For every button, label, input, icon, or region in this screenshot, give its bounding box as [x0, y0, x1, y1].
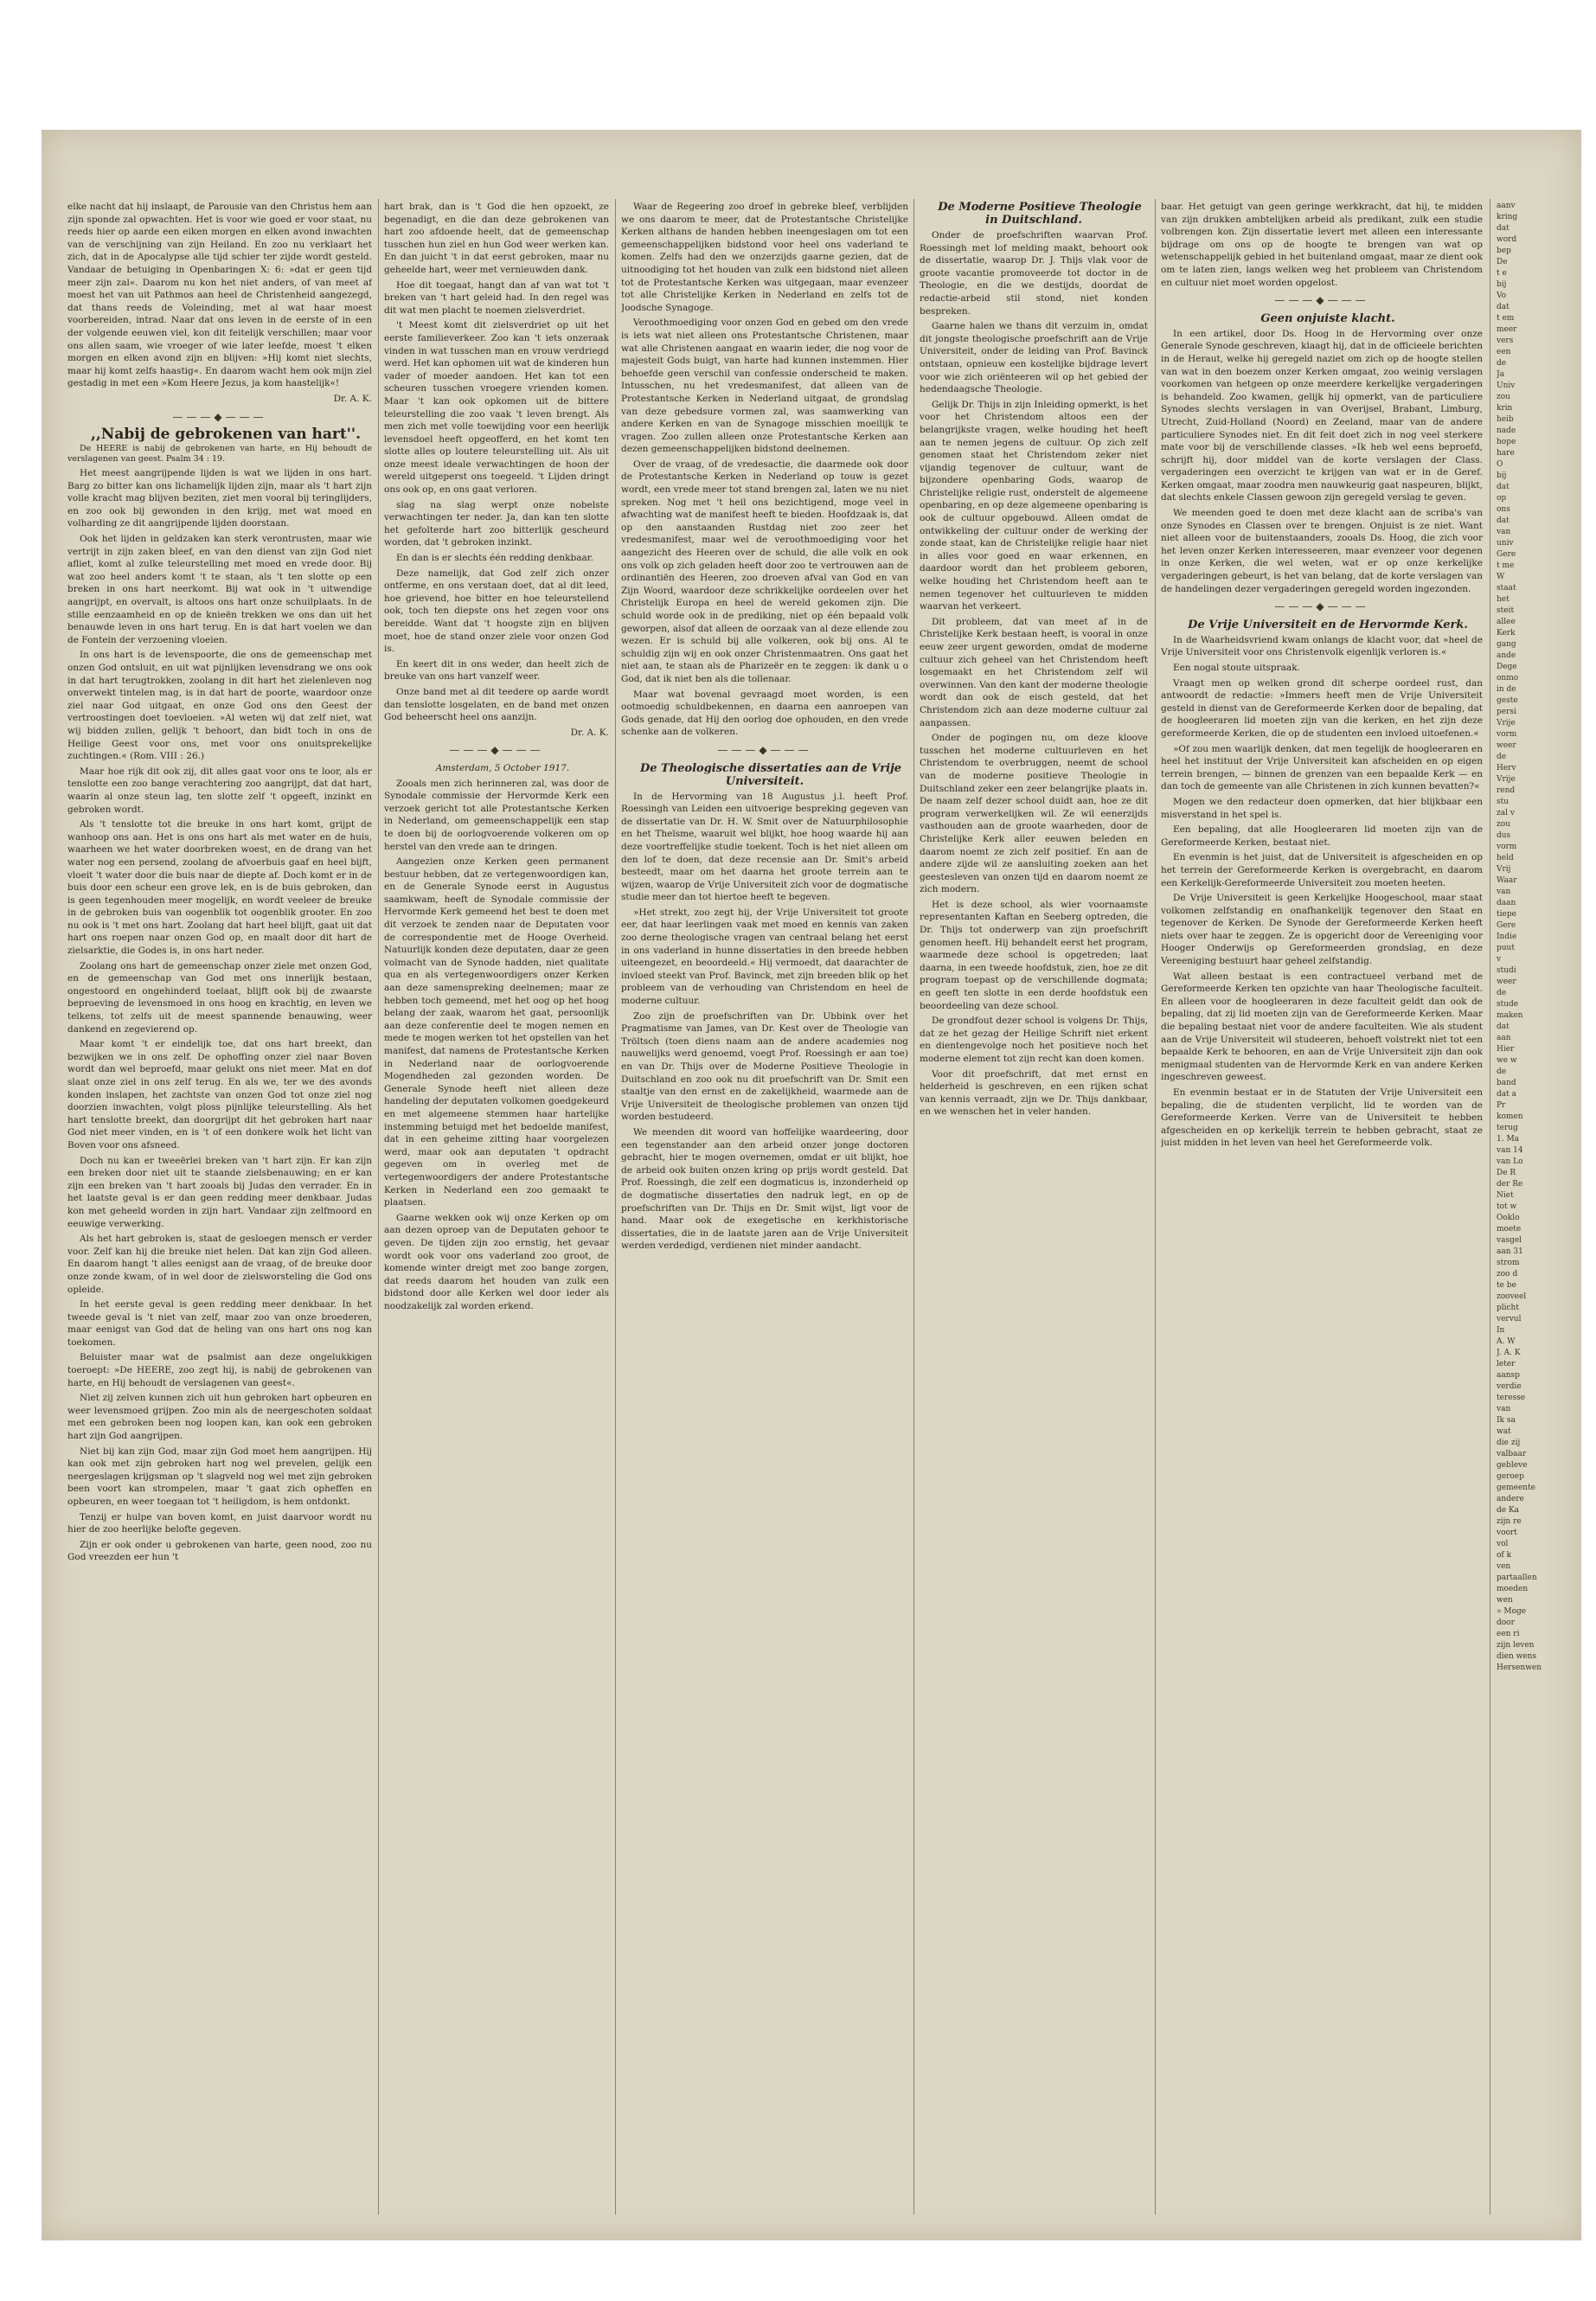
cut-off-line: 1. Ma [1497, 1135, 1520, 1144]
column-4 [920, 201, 1148, 2216]
cut-off-line: Hersenwen [1497, 1663, 1542, 1672]
column-1 [67, 201, 372, 2216]
cut-off-line: vers [1497, 336, 1514, 345]
paragraph: Zoolang ons hart de gemeenschap onzer ziele met onzen God, en de gemeenschap van God met ons innerlijk bestaan, ongestoord en ongehinderd toelaat, blijft ook bij de zwaarste beproeving de levensmoed in ons hoog en krachtig, en leven we telkens, tot zelfs uit de meest spannende benauwing, weer dankend en zegevierend op. [67, 960, 372, 1035]
paragraph: Maar wat bovenal gevraagd moet worden, is een ootmoedig schuldbekennen, en daarna een aanroepen van Gods genade, dat Hij den oorlog doe ophouden, en den vrede schenke aan de volkeren. [621, 689, 908, 738]
paragraph: En dan is er slechts één redding denkbaar. [396, 553, 593, 564]
cut-off-line: verdie [1497, 1382, 1522, 1391]
cut-off-line: Univ [1497, 381, 1516, 390]
cut-off-line: zal v [1497, 809, 1515, 817]
cut-off-line: vorm [1497, 730, 1517, 739]
paragraph: Wat alleen bestaat is een contractueel verband met de Gereformeerde Kerken ten opzichte van haar Theologische faculteit. En alleen voor de hoogleeraren in deze faculteit geldt dan ook de bepaling, dat zij lid moeten zijn van de Gereformeerde Kerken. Maar die bepaling bestaat niet voor de andere faculteiten. Wie als student aan de Vrije Universiteit wil studeeren, behoeft volstrekt niet tot een bepaalde Kerk te behooren, en aan de Vrije Universiteit zijn dan ook menigmaal studenten van de Hervormde Kerk en van andere Kerken ingeschreven geweest. [1161, 971, 1483, 1083]
cut-off-line: leter [1497, 1360, 1516, 1368]
cut-off-line: zoo d [1497, 1270, 1518, 1279]
cut-off-line: dat [1497, 516, 1509, 525]
cut-off-line: O [1497, 460, 1503, 469]
article-heading: De Theologische dissertaties aan de Vrije Universiteit. [639, 761, 902, 788]
paragraph: Waar de Regeering zoo droef in gebreke bleef, verblijden we ons daarom te meer, dat de Protestantsche Christelijke Kerken althans de handen hebben ineengeslagen om tot een gemeenschappelijken bidstond voor heel ons vaderland te komen. Zelfs had den we onzerzijds gaarne gezien, dat de uitnoodiging tot het houden van zulk een bidstond niet alleen tot de Protestantsche Kerken was uitgegaan, maar evenzeer tot alle Christelijke Kerken in Nederland en zelfs tot de Joodsche Synagoge. [621, 202, 908, 313]
cut-off-line: stude [1497, 1000, 1519, 1009]
column-rule [378, 199, 379, 2214]
cut-off-line: De [1497, 258, 1508, 266]
paragraph: Een bepaling, dat alle Hoogleeraren lid moeten zijn van de Gereformeerde Kerken, bestaat niet. [1161, 824, 1483, 848]
paragraph: »Het strekt, zoo zegt hij, der Vrije Universiteit tot groote eer, dat haar leerlingen vaak met moed en kennis van zaken zoo derne theologische vragen van centraal belang het eerst in ons vaderland in hunne dissertaties in den breede hebben uiteengezet, en beoordeeld.« Hij vermoedt, dat daarachter de invloed steekt van Prof. Bavinck, met zijn breeden blik op het probleem van de verhouding van Christendom en heel de moderne cultuur. [621, 907, 908, 1007]
cut-off-line: vol [1497, 1540, 1509, 1548]
cut-off-line: t me [1497, 561, 1515, 570]
cut-off-line: aan [1497, 1034, 1511, 1042]
paragraph: In ons hart is de levenspoorte, die ons de gemeenschap met onzen God ontsluit, en uit wat pijnlijken levensdrang we ons ook in dat hart terugtrokken, zoolang in dit hart het zielenleven nog onverwekt tintelen mag, is in dat hart de poorte, waardoor onze ziel naar God uitgaat, en onze God ons den Geest der vertroostingen doet toevloeien. »Al weten wij dat zelf niet, wat wij bidden zullen, gelijk 't behoort, dan bidt toch in ons de Heilige Geest voor ons, met voor ons onuitsprekelijke zuchtingen.« (Rom. VIII : 26.) [67, 650, 372, 762]
paragraph: Als het hart gebroken is, staat de gesloegen mensch er verder voor. Zelf kan hij die breuke niet helen. Dat kan zijn God alleen. En daarom hangt 't alles eenigst aan de vraag, of de breuke door onze zonde kwam, of in wel door de zielsworsteling die God ons opleide. [67, 1234, 372, 1295]
article-heading: Geen onjuiste klacht. [1260, 311, 1395, 325]
cut-off-line: studi [1497, 966, 1516, 975]
cut-off-line: Vrij [1497, 865, 1511, 874]
paragraph: Beluister maar wat de psalmist aan deze ongelukkigen toeroept: »De HEERE, zoo zegt hij, is nabij de gebrokenen van harte, en Hij behoudt de verslagenen van geest«. [67, 1352, 372, 1388]
cut-off-line: op [1497, 494, 1507, 503]
cut-off-line: dat a [1497, 1090, 1516, 1099]
ornament-divider: ———◆——— [449, 744, 544, 757]
cut-off-line: heib [1497, 415, 1514, 424]
motto: De HEERE is nabij de gebrokenen van harte, en Hij behoudt de verslagenen van geest. Psalm 34 : 19. [67, 444, 372, 465]
paragraph: Ook het lijden in geldzaken kan sterk verontrusten, maar wie vertrijt in zijn zaken bleef, en van den dienst van zijn God niet afliet, komt al zulke teleurstelling met moed en vrede door. Bij wat zoo heel anders komt 't te staan, als 't ten slotte op een breken in ons hart neerkomt. Bij wat ook in 't uitwendige aangrijpt, en overvalt, is altoos ons hart onze schuilplaats. In de stille eenzaamheid en op de knieën trekken we ons dan uit het benauwde leven in ons hart terug. En is dat hart voelen we dan de Fontein der verzoening vloeien. [67, 534, 372, 645]
cut-off-line: Pr [1497, 1101, 1506, 1110]
cut-off-line: weer [1497, 741, 1516, 750]
cut-off-line: zooveel [1497, 1292, 1527, 1301]
cut-off-line: meer [1497, 325, 1517, 334]
cut-off-line: zou [1497, 820, 1510, 829]
cut-off-line: van [1497, 528, 1511, 536]
paragraph: Aangezien onze Kerken geen permanent bestuur hebben, dat ze vertegenwoordigen kan, en de Generale Synode eerst in Augustus saamkwam, heeft de Synodale commissie der Hervormde Kerk gemeend het best te doen met dit verzoek te zenden naar de Deputaten voor de correspondentie met de Hooge Overheid. Natuurlijk konden deze deputaten, daar ze geen volmacht van de Synode hadden, niet qualitate qua en als vertegenwoordigers onzer Kerken aan deze samenspreking deelnemen; maar ze hebben toch gemeend, met het oog op het hoog belang der zaak, waarom het gaat, persoonlijk aan deze conferentie deel te mogen nemen en mede te mogen werken tot het opstellen van het manifest, dat namens de Protestantsche Kerken in Nederland naar de oorlogvoerende Mogendheden zal gezonden worden. De Generale Synode heeft niet alleen deze handeling der deputaten volkomen goedgekeurd en met algemeene stemmen haar hartelijke instemming betuigd met het bedoelde manifest, dat in een geheime zitting haar voorgelezen werd, maar ook aan deputaten 't opdracht gegeven om in overleg met de vertegenwoordigers der andere Protestantsche Kerken in Nederland een zoo gemaakt te plaatsen. [384, 856, 609, 1208]
cut-off-line: vervul [1497, 1315, 1522, 1324]
cut-off-line: dat [1497, 483, 1509, 491]
cut-off-line: vorm [1497, 843, 1517, 851]
cut-off-line: moete [1497, 1225, 1522, 1234]
paragraph: Deze namelijk, dat God zelf zich onzer ontferme, en ons verstaan doet, dat al dit leed, hoe grievend, hoe bitter en hoe teleurstellend ook, toch ten diepste ons het zegen voor ons bereidde. Want dat 't hoogste zijn en blijven moet, hoe de stand onzer ziele voor onzen God is. [384, 567, 609, 655]
cut-off-line: hare [1497, 449, 1515, 458]
paragraph: 't Meest komt dit zielsverdriet op uit het eerste familieverkeer. Zoo kan 't iets onzeraak vinden in wat tusschen man en vrouw verdriegd werd. Het kan ophomen uit wat de kinderen hun vader of moeder aandoen. Het kan tot een scheuren tusschen vroegere vrienden komen. Maar 't kan ook opkomen uit de bittere teleurstelling die zoo vaak 't leven brengt. Als men zich met volle toewijding voor een heerlijk levensdoel heeft opgeofferd, en het komt ten slotte alles op loutere teleurstelling uit. Als uit onze meest ideale verwachtingen de hoon der wereld uitgeperst ons toegeeld. 't Lijden dringt ons ook op, en ons gaat verloren. [384, 320, 609, 496]
cut-off-line: voort [1497, 1529, 1517, 1537]
cut-off-line: Ooklo [1497, 1214, 1520, 1222]
cut-off-line: gang [1497, 640, 1516, 649]
article-title: ,,Nabij de gebrokenen van hart''. [90, 426, 362, 444]
paragraph: slag na slag werpt onze nobelste verwachtingen ter neder. Ja, dan kan ten slotte het gefolterde hart zoo bitterlijk gescheurd worden, dat 't gebroken inzinkt. [384, 499, 609, 548]
ornament-divider: ———◆——— [1274, 600, 1369, 613]
paragraph: Dit probleem, dat van meet af in de Christelijke Kerk bestaan heeft, is vooral in onze eeuw zeer urgent geworden, omdat de moderne cultuur zich geheel van het Christendom heeft losgemaakt en het Christendom zelf wil overwinnen. Van den kant der moderne theologie wordt dan ook de eisch gesteld, dat het Christendom zich aan deze moderne cultuur zal aanpassen. [920, 616, 1148, 728]
cut-off-line: dien wens [1497, 1652, 1537, 1661]
column-5 [1161, 201, 1483, 2216]
cut-off-line: t em [1497, 314, 1515, 323]
paragraph: »Of zou men waarlijk denken, dat men tegelijk de hoogleeraren en heel het instituut der Vrije Universiteit kan afscheiden en op eigen terrein brengen, — binnen de grenzen van een bepaalde Kerk — en dan toch de gemeente van alle Christenen in zich kunnen bevatten?« [1161, 743, 1483, 792]
cut-off-line: band [1497, 1079, 1516, 1087]
cut-off-line: vasgel [1497, 1236, 1522, 1245]
cut-off-line: terug [1497, 1124, 1518, 1132]
paragraph: In een artikel, door Ds. Hoog in de Hervorming over onze Generale Synode geschreven, klaagt hij, dat in de officieele berichten in de Heraut, welke hij geregeld naziet om zich op de hoogte stellen van wat in den boezem onzer Kerken omgaat, zoo weinig verslagen voorkomen van hetgeen op onze meerdere kerkelijke vergaderingen is behandeld. Zoo kwamen, gelijk hij opmerkt, van de particuliere Synodes slechts verslagen in van Overijsel, Brabant, Limburg, Utrecht, Zuid-Holland (Noord) en Zeeland, maar van de andere particuliere Synodes niet. En dit feit doet zich in nog veel sterkere mate voor bij de verschillende classes. »Ik heb wel eens beproefd, schrijft hij, door middel van de korte verslagen der Class. vergaderingen een overzicht te krijgen van wat er in de Geref. Kerken omgaat, maar zoodra men nauwkeurig gaat naspeuren, blijkt, dat slechts enkele Classen gewoon zijn geregeld verslag te geven. [1161, 328, 1483, 503]
cut-off-line: of k [1497, 1551, 1512, 1560]
cut-off-line: Herv [1497, 764, 1516, 772]
cut-off-line: het [1497, 595, 1509, 604]
column-rule [1155, 199, 1156, 2214]
paragraph: De Vrije Universiteit is geen Kerkelijke Hoogeschool, maar staat volkomen zelfstandig en onafhankelijk tegenover den Staat en tegenover de Kerken. De Synode der Gereformeerde Kerken heeft niets over haar te zeggen. Ze is opgericht door de Vereeniging voor Hooger Onderwijs op Gereformeerden grondslag, en deze Vereeniging bestuurt haar geheel zelfstandig. [1161, 893, 1483, 967]
paragraph: En evenmin is het juist, dat de Universiteit is afgescheiden en op het terrein der Gereformeerde Kerken is overgebracht, en daarom een Kerkelijk-Gereformeerde Universiteit zou moeten heeten. [1161, 852, 1483, 888]
paragraph: Zoo zijn de proefschriften van Dr. Ubbink over het Pragmatisme van James, van Dr. Kest over de Theologie van Tröltsch (toen diens naam aan de andere academies nog nauwelijks werd genoemd, voegt Prof. Roessingh er aan toe) en van Dr. Thijs over de Moderne Positieve Theologie in Duitschland en zoo ook nu dit proefschrift van Dr. Smit een staaltje van den ernst en de zakelijkheid, waarmede aan de Vrije Universiteit de theologische problemen van onzen tijd worden bestudeerd. [621, 1010, 908, 1123]
paragraph: Onder de proefschriften waarvan Prof. Roessingh met lof melding maakt, behoort ook de dissertatie, waarop Dr. J. Thijs vlak voor de groote vacantie promoveerde tot doctor in de Theologie, en die we destijds, doordat de redactie-arbeid stil stond, niet konden bespreken. [920, 230, 1148, 317]
cut-off-line: t e [1497, 269, 1507, 278]
cut-off-line: Vrije [1497, 775, 1516, 784]
paragraph: Maar komt 't er eindelijk toe, dat ons hart breekt, dan bezwijken we in ons zelf. De ophoffing onzer ziel naar Boven wordt dan wel beproefd, maar gelukt ons niet meer. Mat en dof slaat onze ziel in ons zelf terug. En als we, ter we des avonds konden inslapen, het zachtste van onzen God tot onze ziel nog doorzien inwachten, volgt ploss pijnlijke teleurstelling. Als het hart tenslotte breekt, dan doorgrijpt dit het gebroken hart naar God niet meer vinden, en is 't of een donkere wolk het licht van Boven voor ons afsneed. [67, 1039, 372, 1150]
cut-off-line: held [1497, 854, 1514, 862]
cut-off-line: aansp [1497, 1371, 1520, 1380]
cut-off-line: maken [1497, 1011, 1523, 1020]
article-heading: De Moderne Positieve Theologie in Duitschland. [938, 201, 1142, 227]
paragraph: Vraagt men op welken grond dit scherpe oordeel rust, dan antwoordt de redactie: »Immers heeft men de Vrije Universiteit gesteld in dienst van de Gereformeerde Kerken door de bepaling, dat de hoogleeraren lid moeten zijn van die kerken, en het zijn deze gereformeerde Kerken, die op de studenten een invloed uitoefenen.« [1161, 677, 1483, 739]
paragraph: In de Hervorming van 18 Augustus j.l. heeft Prof. Roessingh van Leiden een uitvoerige bespreking gegeven van de dissertatie van Dr. H. W. Smit over de Natuurphilosophie en het Theïsme, waaruit wel blijkt, hoe hoog waarde hij aan deze voortreffelijke studie toekent. Toch is het niet alleen om den lof te doen, dat deze recensie aan Dr. Smit's arbeid besteedt, maar om het daarna het groote terrein aan te wijzen, waarop de Vrije Universiteit zich voor de dogmatische studie meer dan tot hiertoe heeft te begeven. [621, 791, 908, 903]
paragraph: Onze band met al dit teedere op aarde wordt dan tenslotte losgelaten, en de band met onzen God beheerscht heel ons aanzijn. [384, 686, 609, 723]
cut-off-line: andere [1497, 1495, 1524, 1503]
cut-off-line: » Moge [1497, 1607, 1527, 1616]
cut-off-line: zou [1497, 393, 1510, 401]
paragraph: En keert dit in ons weder, dan heelt zich de breuke van ons hart vanzelf weer. [384, 658, 609, 683]
paragraph: baar. Het getuigt van geen geringe werkkracht, dat hij, te midden van zijn drukken ambtelijken arbeid als predikant, zulk een studie volbrengen kon. Zijn dissertatie levert met alleen een interessante bijdrage om ons op de hoogte te brengen van wat op wetenschappelijk gebied in het buitenland omgaat, maar ze dient ook om te laten zien, langs welken weg het probleem van Christendom en cultuur niet moet worden opgelost. [1161, 202, 1483, 288]
cut-off-line: de Ka [1497, 1506, 1520, 1515]
cut-off-line: ons [1497, 505, 1510, 514]
cut-off-line: dus [1497, 831, 1511, 840]
paragraph: Een nogal stoute uitspraak. [1173, 663, 1300, 673]
cut-off-line: te be [1497, 1281, 1516, 1290]
paragraph: Als 't tenslotte tot die breuke in ons hart komt, grijpt de wanhoop ons aan. Het is ons ons hart als met water en de huis, waarheen we het water doorbreken woest, en de drang van het water nog een persend, zoolang de afvoerbuis gaaf en heel bijft, vloeit 't water door die buis naar de diepte af. Doch komt er in de buis door een scheur een grove lek, en is de buis gebroken, dan is geen tegenhouden meer mogelijk, en wordt veeleer de breuke in de gebroken buis van oogenblik tot oogenblik grooter. En zoo nu ook is 't met ons hart. Zoolang dat hart heel blijft, gaat uit dat hart ons roepen naar onzen God op, en maalt door dit hart de zielsarktie, die Godes is, in ons hart neder. [67, 819, 372, 957]
cut-off-line: Ja [1497, 370, 1504, 379]
cut-off-line: hope [1497, 438, 1516, 446]
cut-off-line: weer [1497, 977, 1516, 986]
cut-off-line: ande [1497, 651, 1516, 660]
cut-off-line: de [1497, 1067, 1507, 1076]
cut-off-line: Vrije [1497, 719, 1516, 727]
paragraph: Voor dit proefschrift, dat met ernst en helderheid is geschreven, en een rijken schat van kennis verraadt, zijn we Dr. Thijs dankbaar, en we wenschen het in veler handen. [920, 1068, 1148, 1118]
paragraph: Doch nu kan er tweeërlei breken van 't hart zijn. Er kan zijn een breken door niet uit te staande zielsbenauwing; en er kan zijn een breken van 't hart zooals bij Judas den verrader. En in het laatste geval is er dan geen redding meer denkbaar. Judas kon met geheeld worden in zijn hart. Vandaar zijn zelfmoord en eeuwige verwerking. [67, 1155, 372, 1229]
cut-off-line: een ri [1497, 1630, 1520, 1638]
cut-off-line: tot w [1497, 1202, 1517, 1211]
cut-off-line: Kerk [1497, 629, 1516, 638]
cut-off-line: van [1497, 1405, 1511, 1413]
paragraph: In de Waarheidsvriend kwam onlangs de klacht voor, dat »heel de Vrije Universiteit voor ons Christenvolk eigenlijk verloren is.« [1161, 634, 1483, 658]
cut-off-line: een [1497, 348, 1511, 356]
cut-off-line: door [1497, 1618, 1515, 1627]
cut-off-line: valbaar [1497, 1450, 1527, 1458]
paragraph: Zijn er ook onder u gebrokenen van harte, geen nood, zoo nu God vreezden eer hun 't [67, 1539, 372, 1563]
cut-off-line: strom [1497, 1259, 1520, 1267]
paragraph: Niet bij kan zijn God, maar zijn God moet hem aangrijpen. Hij kan ook met zijn gebroken hart nog wel prevelen, gelijk een neergeslagen krijgsman op 't slagveld nog wel met zijn gebroken been voort kan strompelen, maar 't gaat zich opheffen en opbeuren, en weer toegaan tot 't heiligdom, is hem ontdonkt. [67, 1445, 372, 1507]
signature: Dr. A. K. [570, 727, 609, 738]
paragraph: We meenden dit woord van hoffelijke waardeering, door een tegenstander aan den arbeid onzer jonge doctoren gebracht, hier te mogen overnemen, omdat er uit blijkt, hoe de arbeid ook buiten onzen kring op prijs wordt gesteld. Dat Prof. Roessingh, die zelf een dogmaticus is, inzonderheid op de dogmatische dissertaties den nadruk legt, en op de proefschriften van Dr. Thijs en Dr. Smit wijst, ligt voor de hand. Maar ook de exegetische en kerkhistorische dissertaties, die in de laatste jaren aan de Vrije Universiteit werden verdedigd, verdienen niet minder aandacht. [621, 1126, 908, 1252]
ornament-divider: ———◆——— [1274, 294, 1369, 307]
paragraph: Veroothmoediging voor onzen God en gebed om den vrede is iets wat niet alleen ons Protestantsche Christenen, maar wat alle Christenen aangaat en waarin ieder, die nog voor de majesteit Gods buigt, van harte had kunnen instemmen. Hier behoefde geen verschil van confessie onderscheid te maken. Intusschen, nu het vredesmanifest, dat alleen van de Protestantsche Kerken in Nederland uitgaat, de grondslag van deze gebedsure vormen zal, was saamwerking van andere Kerken en van de Synagoge misschien moeilijk te vragen. Zoo zullen alleen onze Protestantsche Kerken aan dezen gemeenschappelijken bidstond deelnemen. [621, 317, 908, 455]
cut-off-line: van Lo [1497, 1157, 1523, 1166]
paragraph: Gelijk Dr. Thijs in zijn Inleiding opmerkt, is het voor het Christendom altoos een der belangrijkste vragen, welke houding het heeft aan te nemen jegens de cultuur. Op zich zelf genomen staat het Christendom zeker niet vijandig tegenover de cultuur, want de bijzondere openbaring Gods, waarop de Christelijke religie rust, onderstelt de algemeene openbaring, en op deze algemeene openbaring is ook de cultuur opgebouwd. Alleen omdat de ontwikkeling der cultuur onder de werking der zonde staat, kan de Christelijke religie haar niet in alles voor goed en waar erkennen, en daardoor wordt dan het probleem geboren, welke houding het Christendom heeft aan te nemen tegenover het cultuurleven te midden waarvan het verkeert. [920, 399, 1148, 612]
cut-off-line: aanv [1497, 202, 1516, 210]
ornament-divider: ———◆——— [172, 410, 267, 423]
cut-off-line: bij [1497, 471, 1507, 480]
cut-off-line: Indie [1497, 933, 1517, 941]
cut-off-line: aan 31 [1497, 1247, 1523, 1256]
cut-off-line: kring [1497, 213, 1518, 221]
cut-off-line: A. W [1497, 1337, 1516, 1346]
column-6-cut-off [1497, 201, 1574, 2216]
column-rule [913, 199, 914, 2214]
cut-off-line: gemeente [1497, 1484, 1536, 1492]
cut-off-line: Gere [1497, 550, 1516, 559]
cut-off-line: onmo [1497, 674, 1519, 683]
cut-off-line: zijn leven [1497, 1641, 1535, 1650]
cut-off-line: Waar [1497, 876, 1517, 885]
paragraph: De grondfout dezer school is volgens Dr. Thijs, dat ze het gezag der Heilige Schrift niet erkent en dientengevolge noch het positieve noch het moderne element tot zijn recht kan doen komen. [920, 1016, 1148, 1064]
cut-off-line: geroep [1497, 1472, 1524, 1481]
ornament-divider: ———◆——— [717, 743, 812, 756]
column-2 [384, 201, 609, 2216]
cut-off-line: plicht [1497, 1304, 1519, 1312]
column-rule [615, 199, 616, 2214]
cut-off-line: daan [1497, 899, 1516, 907]
cut-off-line: teresse [1497, 1394, 1526, 1402]
cut-off-line: wat [1497, 1427, 1511, 1436]
cut-off-line: bep [1497, 247, 1511, 255]
paragraph: Niet zij zelven kunnen zich uit hun gebroken hart opbeuren en weer levensmoed grijpen. Zoo min als de neergeschoten soldaat met een gebroken been nog loopen kan, kan ook een gebroken hart zijn God aangrijpen. [67, 1393, 372, 1442]
cut-off-line: In [1497, 1326, 1505, 1335]
paragraph: Over de vraag, of de vredesactie, die daarmede ook door de Protestantsche Kerken in Nederland op touw is gezet wordt, een vrede meer tot stand brengen zal, laten we nu niet spreken. Nog met 't heil ons bezichtigend, moge veel in afwachting wat de manifest heeft te bieden. Hoofdzaak is, dat op den aanstaanden Rustdag niet zoo zeer het vredesmanifest, maar wel de veroothmoediging voor het aangezicht des Heeren over de schuld, die alle volk en ook ons volk op zich geladen heeft door zoo te vertrouwen aan de ordinantiën des Heeren, zoo droeven afval van God en van Zijn Woord, waardoor deze schrikkelijke oordeelen over het Christelijk Europa en heel de wereld gekomen zijn. Die schuld worde ook in de prediking, niet op één bepaald volk geworpen, alsof dat alleen de oorzaak van al deze ellende zou wezen. Er is schuld bij alle volkeren, ook bij ons. Al te schuldig zijn wij en ook onzer Christenmaatren. Ons gaat het niet aan, te staan als de Pharizeër en te zeggen: ik dank u o God, dat ik niet ben als die tollenaar. [621, 458, 908, 684]
cut-off-line: v [1497, 955, 1502, 964]
cut-off-line: univ [1497, 539, 1514, 548]
cut-off-line: W [1497, 573, 1505, 581]
cut-off-line: de [1497, 753, 1507, 761]
cut-off-line: Hier [1497, 1045, 1515, 1054]
cut-off-line: J. A. K [1497, 1349, 1521, 1357]
paragraph: Zooals men zich herinneren zal, was door de Synodale commissie der Hervormde Kerk een verzoek gericht tot alle Protestantsche Kerken in Nederland, om gemeenschappelijk een stap te doen bij de oorlogvoerende volkeren om op herstel van den vrede aan te dringen. [384, 778, 609, 852]
cut-off-line: steit [1497, 606, 1515, 615]
article-heading: De Vrije Universiteit en de Hervormde Kerk. [1188, 618, 1468, 631]
cut-off-line: Niet [1497, 1191, 1514, 1200]
paragraph: Maar hoe rijk dit ook zij, dit alles gaat voor ons te loor, als er tenslotte een zoo bange verachtering zoo aangrijpt, dat dat hart, waarin al onze steun lag, ten slotte zelf 't opgeeft, inzinkt en gebroken wordt. [67, 766, 372, 815]
column-3 [621, 201, 908, 2216]
paragraph: Het meest aangrijpende lijden is wat we lijden in ons hart. Barg zo bitter kan ons lichamelijk lijden zijn, maar als 't hart zijn volle kracht mag blijven beziten, ziet men vooral bij teringlijders, en zoo ook bij gewonden in den krijg, met wat moed en volharding ze dit aangrijpende lijden doorstaan. [67, 468, 372, 529]
cut-off-line: we w [1497, 1056, 1517, 1065]
paragraph: Gaarne wekken ook wij onze Kerken op om aan dezen oproep van de Deputaten gehoor te geven. De tijden zijn zoo ernstig, het gevaar wordt ook voor ons vaderland zoo groot, de komende winter dreigt met zoo bange zorgen, dat reeds daarom het houden van zulk een bidstond door alle Kerken wel door ieder als noodzakelijk zal worden erkend. [384, 1212, 609, 1311]
cut-off-line: geste [1497, 696, 1518, 705]
cut-off-line: persi [1497, 708, 1516, 716]
cut-off-line: staat [1497, 584, 1516, 593]
paragraph: In het eerste geval is geen redding meer denkbaar. In het tweede geval is 't niet van zelf, maar zoo van onze broederen, maar eenigst van God dat de heling van ons hart ons nog kan toekomen. [67, 1299, 372, 1348]
cut-off-line: Dege [1497, 663, 1517, 671]
cut-off-line: gebleve [1497, 1461, 1528, 1470]
cut-off-line: moeden [1497, 1585, 1529, 1593]
paragraph: We meenden goed te doen met deze klacht aan de scriba's van onze Synodes en Classen over te brengen. Onjuist is ze niet. Want niet alleen voor de buitenstaanders, zooals Ds. Hoog, die zich voor het leven onzer Kerken interesseeren, maar evenzeer voor degenen in onze Kerken, die wel weten, wat er op onze kerkelijke vergaderingen gebeurt, is het van belang, dat de korte verslagen van de handelingen dezer vergaderingen geregeld worden ingezonden. [1161, 508, 1483, 594]
cut-off-line: rend [1497, 786, 1516, 795]
cut-off-line: zijn re [1497, 1517, 1522, 1526]
cut-off-line: tiepe [1497, 910, 1516, 919]
cut-off-line: Gere [1497, 921, 1516, 930]
signature: Dr. A. K. [333, 393, 372, 404]
cut-off-line: komen [1497, 1112, 1523, 1121]
cut-off-line: in de [1497, 685, 1516, 694]
cut-off-line: De R [1497, 1169, 1516, 1177]
cut-off-line: van 14 [1497, 1146, 1523, 1155]
cut-off-line: dat [1497, 1022, 1509, 1031]
paragraph: hart brak, dan is 't God die hen opzoekt, ze begenadigt, en die dan deze gebrokenen van hart zoo afdoende heelt, dat de gemeenschap tusschen hun ziel en hun God weer werken kan. En dan juicht 't in dat eerst gebroken, maar nu geheelde hart, weer met vernieuwden dank. [384, 202, 609, 275]
cut-off-line: nade [1497, 426, 1516, 435]
paragraph: En evenmin bestaat er in de Statuten der Vrije Universiteit een bepaling, die de studenten verplicht, lid te worden van de Gereformeerde Kerken. Verre van de Universiteit te hebben afgescheiden en op kerkelijk terrein te hebben gebracht, staat ze juist midden in het leven van heel het Gereformeerde volk. [1161, 1087, 1483, 1149]
cut-off-line: allee [1497, 618, 1516, 626]
cut-off-line: die zij [1497, 1439, 1521, 1447]
cut-off-line: van [1497, 888, 1511, 896]
cut-off-line: ven [1497, 1562, 1511, 1571]
cut-off-line: de [1497, 989, 1507, 997]
cut-off-line: stu [1497, 798, 1509, 806]
cut-off-line: wen [1497, 1596, 1513, 1605]
cut-off-line: Vo [1497, 292, 1507, 300]
cut-off-line: Ik sa [1497, 1416, 1516, 1425]
cut-off-line: puut [1497, 944, 1515, 952]
paragraph: elke nacht dat hij inslaapt, de Parousie van den Christus hem aan zijn sponde zal opwachten. Het is voor wie goed er voor staat, nu reeds hier op aarde een eiken morgen en elken avond inwachten van de verschijning van zijn Heiland. En zoo nu verklaart het zich, dat in de Apocalypse alle tijd schier ter zijde wordt gesteld. Vandaar de betuiging in Openbaringen X: 6: »dat er geen tijd meer zijn zal«. Daarom nu kon het niet anders, of van meet af moest het van uit Pathmos aan heel de Christenheid aangezegd, dat thans reeds de Voleinding, met al wat haar moest voorbereiden, intrad. Naar dat ons leven in de eerste of in een der volgende eeuwen viel, kon dit feitelijk verschillen; maar voor ons allen saam, wie vroeger of wie later leefde, moest 't elken morgen en elken avond zijn en blijven: »Hij komt niet slechts, maar hij komt zelfs haastig«. En daarom wacht hem ook mijn ziel gestadig in met een »Kom Heere Jezus, ja kom haastelijk«! [67, 202, 372, 389]
paragraph: Tenzij er hulpe van boven komt, en juist daarvoor wordt nu hier de zoo heerlijke belofte gegeven. [67, 1511, 372, 1535]
paragraph: Gaarne halen we thans dit verzuim in, omdat dit jongste theologische proefschrift aan de Vrije Universiteit, onder de leiding van Prof. Bavinck ontstaan, opnieuw een kostelijke bijdrage levert voor wie zich oriënteeren wil op het gebied der hedendaagsche Theologie. [920, 321, 1148, 395]
cut-off-line: partaallen [1497, 1574, 1537, 1582]
dateline: Amsterdam, 5 October 1917. [435, 762, 570, 773]
paragraph: Het is deze school, als wier voornaamste representanten Kaftan en Seeberg optreden, die Dr. Thijs tot onderwerp van zijn proefschrift genomen heeft. Hij behandelt eerst het program, waarmede deze school is opgetreden; laat daarna, in een tweede hoofdstuk, zien, hoe ze dit program toepast op de verschillende dogmata; en geeft ten slotte in een derde hoofdstuk een beoordeeling van deze school. [920, 899, 1148, 1011]
cut-off-line: de [1497, 359, 1507, 368]
paragraph: Mogen we den redacteur doen opmerken, dat hier blijkbaar een misverstand in het spel is. [1161, 796, 1483, 820]
paragraph: Hoe dit toegaat, hangt dan af van wat tot 't breken van 't hart geleid had. In den regel was dit wat men placht te noemen zielsverdriet. [384, 279, 609, 316]
cut-off-line: word [1497, 235, 1517, 244]
cut-off-line: bij [1497, 280, 1507, 289]
cut-off-line: der Re [1497, 1180, 1523, 1189]
cut-off-line: krin [1497, 404, 1513, 413]
paragraph: Onder de pogingen nu, om deze kloove tusschen het moderne cultuurleven en het Christendom te overbruggen, neemt de school van de moderne positieve Theologie in Duitschland zeker een zeer belangrijke plaats in. De naam zelf dezer school duidt aan, hoe ze dit program verwerkelijken wil. Ze wil eenerzijds vasthouden aan de groote waarheden, door de Christelijke Kerk aller eeuwen beleden en daarom noemt ze zich zelf positief. En aan de andere zijde wil ze aansluiting zoeken aan het geestesleven van onzen tijd en daarom noemt ze zich modern. [920, 733, 1148, 895]
cut-off-line: dat [1497, 224, 1509, 233]
cut-off-line: dat [1497, 303, 1509, 311]
